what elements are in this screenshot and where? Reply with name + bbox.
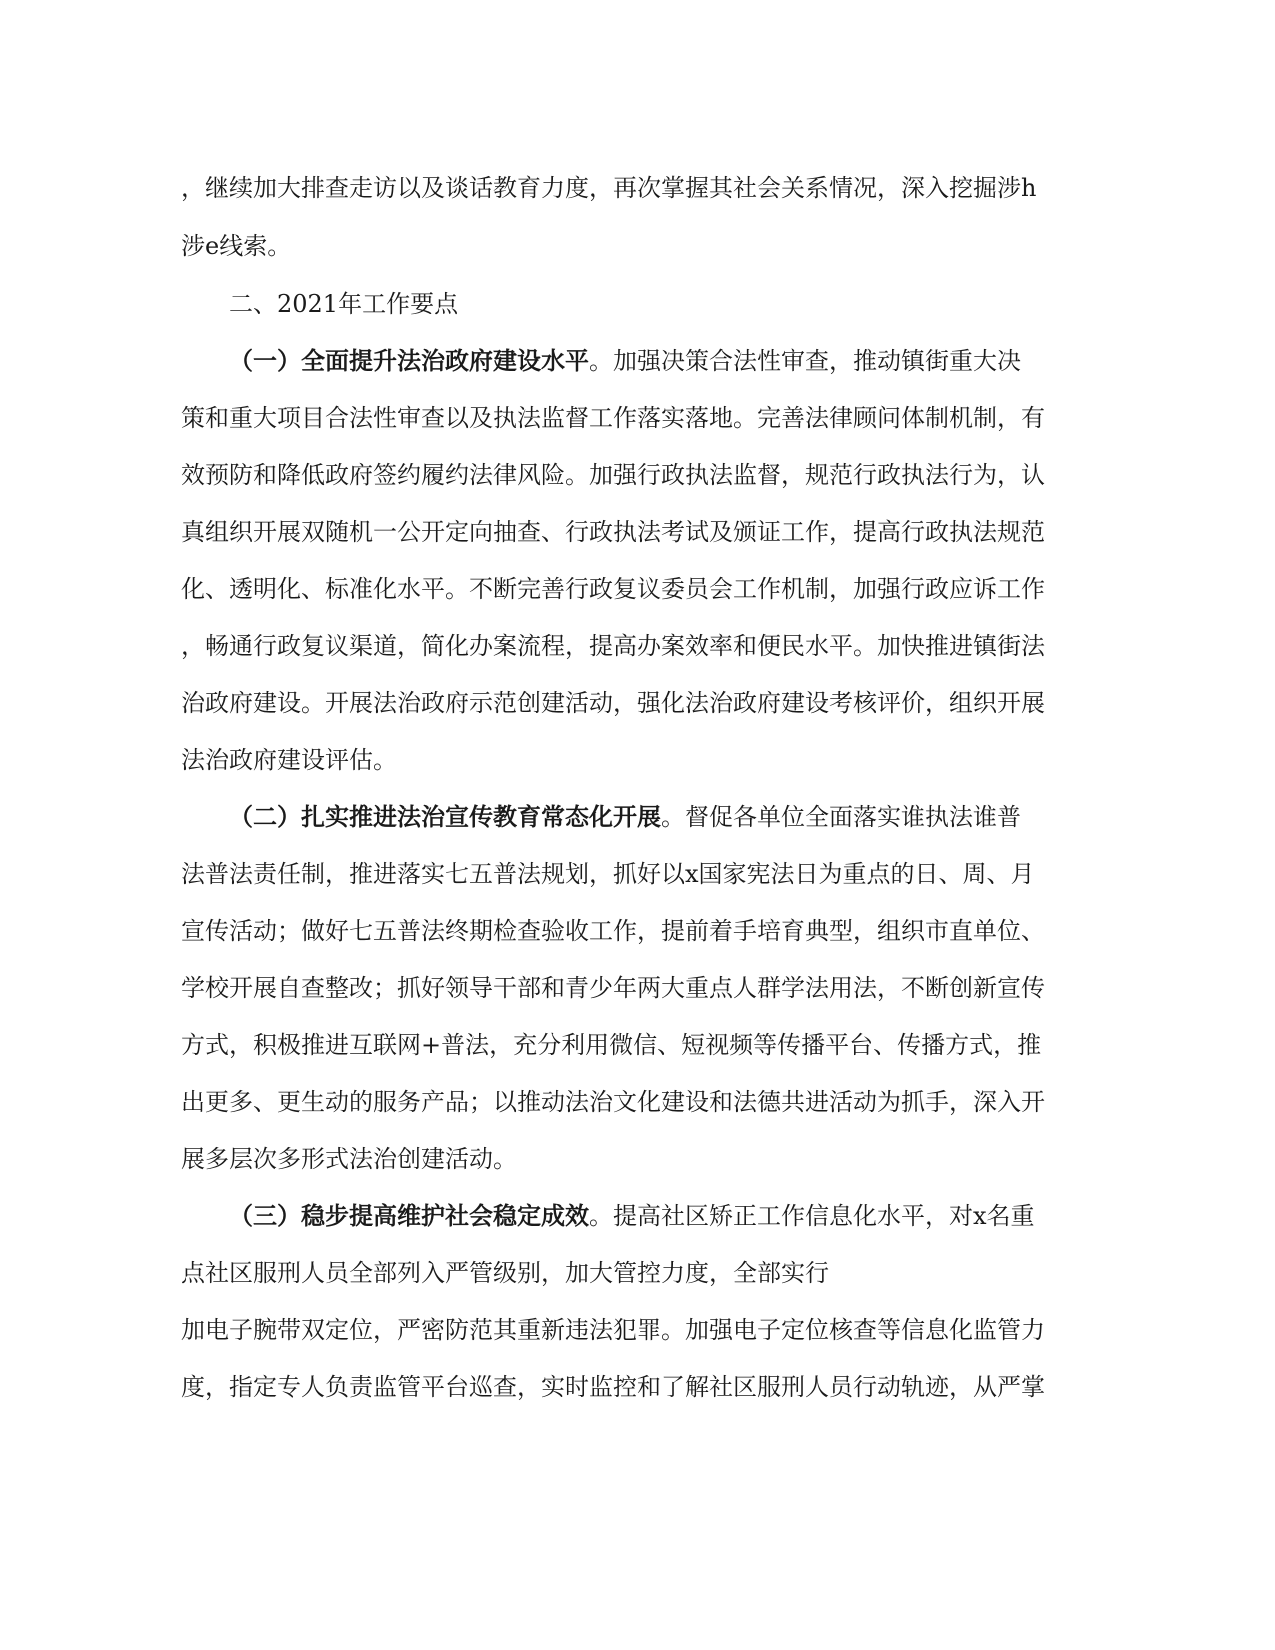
paragraph-line xyxy=(0,1082,1275,1122)
text-run: 化、透明化、标准化水平。不断完善行政复议委员会工作机制，加强行政应诉工作 xyxy=(181,575,1045,603)
text-run: 学校开展自查整改；抓好领导干部和青少年两大重点人群学法用法，不断创新宣传 xyxy=(181,974,1045,1002)
section-title xyxy=(0,284,1275,324)
text-run: 。提高社区矫正工作信息化水平，对x名重 xyxy=(589,1202,1035,1230)
text-run: 策和重大项目合法性审查以及执法监督工作落实落地。完善法律顾问体制机制，有 xyxy=(181,404,1045,432)
paragraph-line xyxy=(0,797,1275,837)
paragraph-line xyxy=(0,455,1275,495)
paragraph-line xyxy=(0,626,1275,666)
text-run: ，畅通行政复议渠道，简化办案流程，提高办案效率和便民水平。加快推进镇街法 xyxy=(181,632,1045,660)
text-run: 加电子腕带双定位，严密防范其重新违法犯罪。加强电子定位核查等信息化监管力 xyxy=(181,1316,1045,1344)
paragraph-line xyxy=(0,512,1275,552)
paragraph-line xyxy=(0,1310,1275,1350)
text-run: 。加强决策合法性审查，推动镇街重大决 xyxy=(589,347,1021,375)
text-run: 点社区服刑人员全部列入严管级别，加大管控力度，全部实行 xyxy=(181,1259,829,1287)
paragraph-line xyxy=(0,740,1275,780)
text-run: 治政府建设。开展法治政府示范创建活动，强化法治政府建设考核评价，组织开展 xyxy=(181,689,1045,717)
paragraph-line xyxy=(0,341,1275,381)
paragraph-line xyxy=(0,911,1275,951)
paragraph-line xyxy=(0,683,1275,723)
text-run: 二、2021年工作要点 xyxy=(229,290,459,318)
section-heading: （一）全面提升法治政府建设水平 xyxy=(229,346,589,375)
paragraph-line xyxy=(0,1253,1275,1293)
text-run: 法普法责任制，推进落实七五普法规划，抓好以x国家宪法日为重点的日、周、月 xyxy=(181,860,1035,888)
text-run: 涉e线索。 xyxy=(181,232,292,260)
text-run: 出更多、更生动的服务产品；以推动法治文化建设和法德共进活动为抓手，深入开 xyxy=(181,1088,1045,1116)
paragraph-line xyxy=(0,398,1275,438)
text-run: 展多层次多形式法治创建活动。 xyxy=(181,1145,517,1173)
section-heading: （二）扎实推进法治宣传教育常态化开展 xyxy=(229,802,661,831)
paragraph-line xyxy=(0,1196,1275,1236)
text-run: 法治政府建设评估。 xyxy=(181,746,397,774)
section-heading: （三）稳步提高维护社会稳定成效 xyxy=(229,1201,589,1230)
paragraph-line xyxy=(0,569,1275,609)
paragraph-line xyxy=(0,226,1275,266)
paragraph-line xyxy=(0,968,1275,1008)
text-run: 真组织开展双随机一公开定向抽查、行政执法考试及颁证工作，提高行政执法规范 xyxy=(181,518,1045,546)
text-run: 度，指定专人负责监管平台巡查，实时监控和了解社区服刑人员行动轨迹，从严掌 xyxy=(181,1373,1045,1401)
text-run: ，继续加大排查走访以及谈话教育力度，再次掌握其社会关系情况，深入挖掘涉h xyxy=(181,174,1037,202)
text-run: 效预防和降低政府签约履约法律风险。加强行政执法监督，规范行政执法行为，认 xyxy=(181,461,1045,489)
text-run: 方式，积极推进互联网+普法，充分利用微信、短视频等传播平台、传播方式，推 xyxy=(181,1031,1042,1059)
paragraph-line xyxy=(0,854,1275,894)
paragraph-line xyxy=(0,1025,1275,1065)
paragraph-line xyxy=(0,168,1275,208)
text-run: 。督促各单位全面落实谁执法谁普 xyxy=(661,803,1021,831)
paragraph-line xyxy=(0,1367,1275,1407)
text-run: 宣传活动；做好七五普法终期检查验收工作，提前着手培育典型，组织市直单位、 xyxy=(181,917,1045,945)
paragraph-line xyxy=(0,1139,1275,1179)
